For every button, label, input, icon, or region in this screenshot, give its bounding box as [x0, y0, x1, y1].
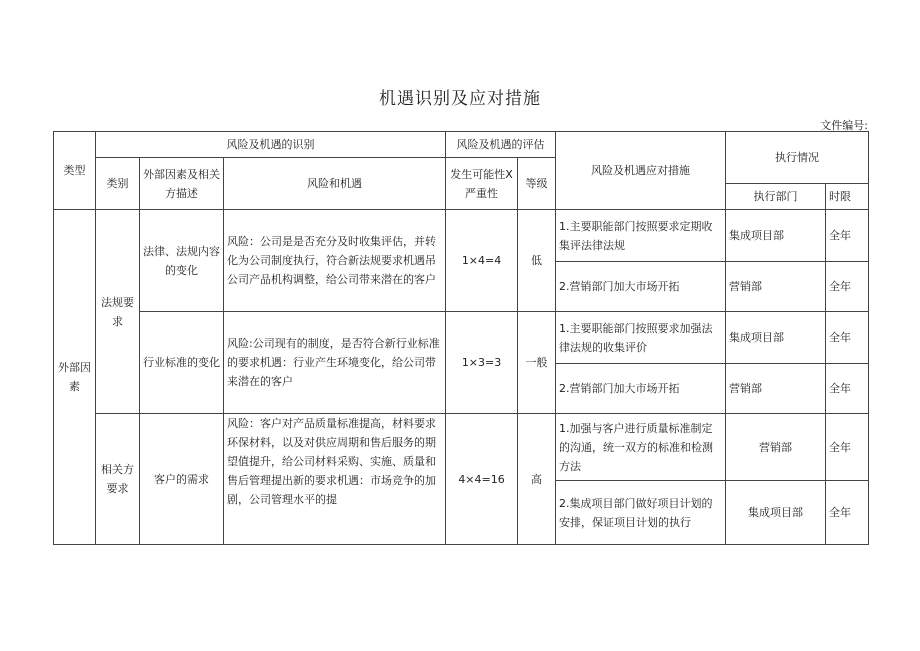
measure-dept: 营销部 [729, 382, 763, 395]
risk-law-change: 风险：公司是是否充分及时收集评估，并转化为公司制度执行，符合新法规要求机遇吊公司产品机构调整，给公司带来潜在的客户 [227, 235, 436, 286]
measure-deadline: 全年 [829, 440, 852, 454]
header-identification: 风险及机遇的识别 [96, 132, 446, 158]
measure-cell [556, 210, 726, 262]
deadline-cell [826, 210, 869, 262]
measure-cell [556, 262, 726, 312]
deadline-cell [826, 312, 869, 364]
score-cell [446, 414, 518, 545]
factor-law-change: 法律、法规内容的变化 [143, 244, 220, 277]
level-cell [518, 414, 556, 545]
category-stakeholder: 相关方要求 [101, 463, 134, 495]
dept-cell [726, 414, 826, 481]
score-law-change: 1×4=4 [461, 254, 502, 267]
risk-cell [224, 312, 446, 414]
measure-text: 1.主要职能部门按照要求加强法律法规的收集评价 [559, 321, 713, 354]
measure-cell [556, 414, 726, 481]
measure-dept: 营销部 [729, 280, 763, 293]
deadline-cell [826, 364, 869, 414]
header-factor-description: 外部因素及相关方描述 [140, 158, 224, 210]
header-measures: 风险及机遇应对措施 [556, 132, 726, 210]
level-customer-demand: 高 [531, 472, 543, 486]
factor-customer-demand: 客户的需求 [154, 472, 209, 486]
score-customer-demand: 4×4=16 [458, 472, 505, 486]
measure-text: 1.主要职能部门按照要求定期收集评法律法规 [559, 219, 713, 252]
header-probability: 发生可能性X严重性 [446, 158, 518, 210]
deadline-cell [826, 414, 869, 481]
measure-cell [556, 312, 726, 364]
category-cell [96, 414, 140, 545]
header-dept: 执行部门 [726, 184, 826, 210]
header-type: 类型 [54, 132, 96, 210]
risk-opportunity-table [53, 131, 869, 545]
measure-dept: 集成项目部 [729, 229, 785, 242]
category-cell [96, 210, 140, 414]
dept-cell [726, 481, 826, 545]
header-execution: 执行情况 [726, 132, 869, 184]
measure-deadline: 全年 [829, 506, 852, 519]
level-cell [518, 210, 556, 312]
measure-deadline: 全年 [829, 382, 852, 395]
document-number-label: 文件编号: [820, 119, 868, 132]
factor-cell [140, 414, 224, 545]
header-evaluation: 风险及机遇的评估 [446, 132, 556, 158]
measure-text: 1.加强与客户进行质量标准制定的沟通，统一双方的标准和检测方法 [559, 421, 714, 473]
deadline-cell [826, 262, 869, 312]
measure-dept: 集成项目部 [748, 506, 804, 519]
measure-cell [556, 481, 726, 545]
deadline-cell [826, 481, 869, 545]
factor-cell [140, 210, 224, 312]
measure-dept: 集成项目部 [729, 331, 785, 344]
risk-cell [224, 414, 446, 545]
header-risk-opportunity: 风险和机遇 [224, 158, 446, 210]
score-industry-standard: 1×3=3 [461, 356, 502, 369]
level-industry-standard: 一般 [525, 356, 548, 369]
risk-cell [224, 210, 446, 312]
dept-cell [726, 364, 826, 414]
measure-deadline: 全年 [829, 331, 852, 344]
score-cell [446, 210, 518, 312]
header-deadline: 时限 [826, 184, 869, 210]
header-level: 等级 [518, 158, 556, 210]
measure-deadline: 全年 [829, 280, 852, 293]
measure-dept: 营销部 [759, 440, 793, 454]
measure-deadline: 全年 [829, 229, 852, 242]
measure-text: 2.集成项目部门做好项目计划的安排，保证项目计划的执行 [559, 496, 713, 529]
measure-text: 2.营销部门加大市场开拓 [559, 280, 680, 293]
level-cell [518, 312, 556, 414]
level-law-change: 低 [531, 254, 543, 267]
factor-cell [140, 312, 224, 414]
measure-text: 2.营销部门加大市场开拓 [559, 382, 680, 395]
dept-cell [726, 210, 826, 262]
type-value: 外部因素 [58, 361, 91, 393]
measure-cell [556, 364, 726, 414]
factor-industry-standard: 行业标准的变化 [143, 356, 220, 369]
risk-industry-standard: 风险:公司现有的制度，是否符合新行业标准的要求机遇：行业产生环境变化，给公司带来潜在的客户 [227, 337, 440, 388]
risk-customer-demand: 风险：客户对产品质量标准提高，材料要求环保材料，以及对供应周期和售后服务的期望值提升，给公司材料采购、实施、质量和售后管理提出新的要求机遇：市场竞争的加剧，公司管理水平的提 [227, 417, 436, 506]
header-category: 类别 [96, 158, 140, 210]
dept-cell [726, 262, 826, 312]
score-cell [446, 312, 518, 414]
type-cell [54, 210, 96, 545]
dept-cell [726, 312, 826, 364]
page-title: 机遇识别及应对措施 [379, 89, 541, 109]
category-regulation: 法规要求 [101, 295, 134, 328]
